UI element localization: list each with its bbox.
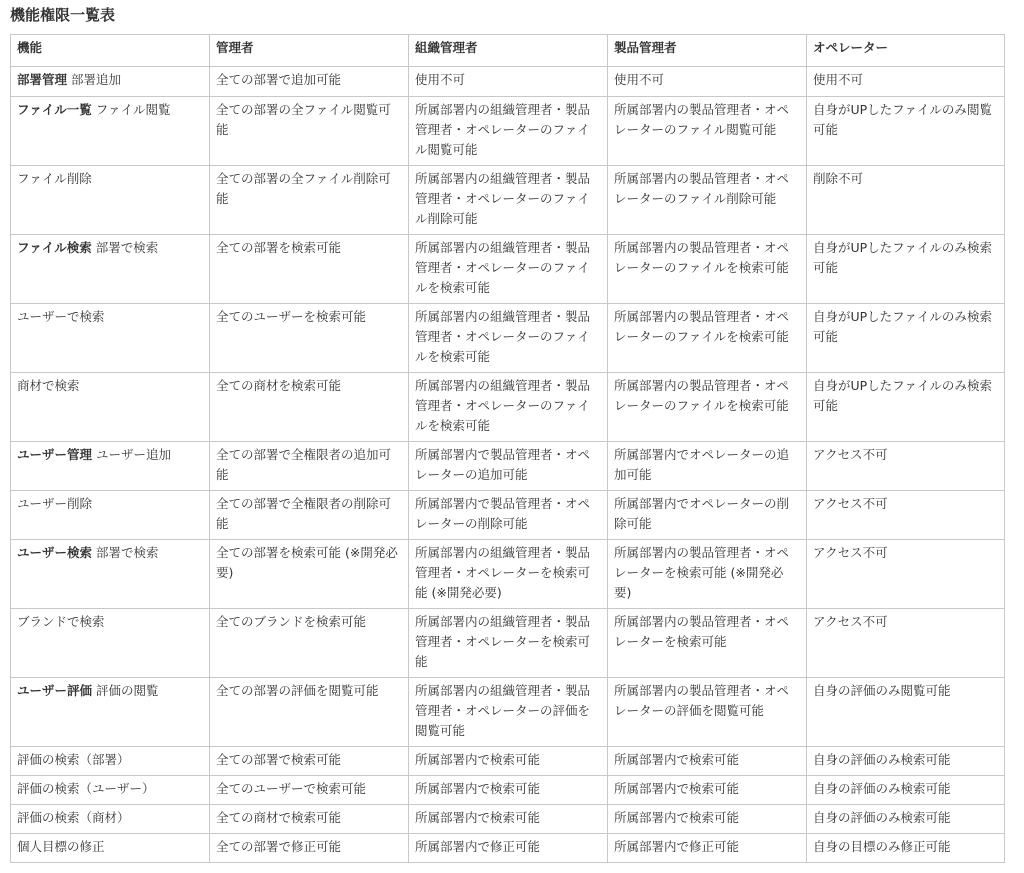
org-admin-cell: 所属部署内の組織管理者・製品管理者・オペレーターを検索可能 (※開発必要)	[409, 540, 608, 609]
admin-cell: 全ての部署の全ファイル削除可能	[210, 166, 409, 235]
feature-cell	[11, 304, 210, 373]
table-row	[11, 373, 1005, 442]
admin-cell: 全ての部署の全ファイル閲覧可能	[210, 97, 409, 166]
admin-cell: 全ての部署を検索可能	[210, 235, 409, 304]
admin-cell: 全ての部署で追加可能	[210, 67, 409, 97]
table-row	[11, 67, 1005, 97]
admin-cell: 全ての部署の評価を閲覧可能	[210, 678, 409, 747]
feature-label: ユーザーで検索	[17, 309, 105, 324]
feature-group-label: 部署管理	[17, 72, 68, 87]
feature-cell	[11, 442, 210, 491]
product-admin-cell: 所属部署内の製品管理者・オペレーターのファイル閲覧可能	[608, 97, 807, 166]
org-admin-cell: 所属部署内の組織管理者・製品管理者・オペレーターの評価を閲覧可能	[409, 678, 608, 747]
admin-cell: 全ての部署で全権限者の追加可能	[210, 442, 409, 491]
operator-cell: 削除不可	[807, 166, 1005, 235]
product-admin-cell: 所属部署内でオペレーターの削除可能	[608, 491, 807, 540]
org-admin-cell: 所属部署内で製品管理者・オペレーターの削除可能	[409, 491, 608, 540]
table-row	[11, 678, 1005, 747]
product-admin-cell: 所属部署内で検索可能	[608, 805, 807, 834]
feature-label: 個人目標の修正	[17, 839, 105, 854]
operator-cell: アクセス不可	[807, 540, 1005, 609]
column-header-admin: 管理者	[210, 35, 409, 67]
operator-cell: 自身がUPしたファイルのみ検索可能	[807, 235, 1005, 304]
feature-cell	[11, 67, 210, 97]
org-admin-cell: 所属部署内の組織管理者・製品管理者・オペレーターのファイルを検索可能	[409, 304, 608, 373]
table-row	[11, 805, 1005, 834]
product-admin-cell: 所属部署内で修正可能	[608, 834, 807, 863]
feature-label: 評価の検索（商材）	[17, 810, 130, 825]
org-admin-cell: 使用不可	[409, 67, 608, 97]
feature-group-label: ユーザー検索	[17, 545, 93, 560]
operator-cell: 自身の評価のみ検索可能	[807, 805, 1005, 834]
org-admin-cell: 所属部署内の組織管理者・製品管理者・オペレーターのファイルを検索可能	[409, 373, 608, 442]
feature-label: 商材で検索	[17, 378, 80, 393]
column-header-product-admin: 製品管理者	[608, 35, 807, 67]
table-row	[11, 747, 1005, 776]
org-admin-cell: 所属部署内で製品管理者・オペレーターの追加可能	[409, 442, 608, 491]
table-row	[11, 491, 1005, 540]
operator-cell: 自身の評価のみ検索可能	[807, 747, 1005, 776]
column-header-feature: 機能	[11, 35, 210, 67]
feature-label: 部署で検索	[92, 545, 159, 560]
org-admin-cell: 所属部署内の組織管理者・製品管理者・オペレーターのファイルを検索可能	[409, 235, 608, 304]
feature-cell	[11, 166, 210, 235]
product-admin-cell: 所属部署内の製品管理者・オペレーターのファイルを検索可能	[608, 373, 807, 442]
feature-label: 部署追加	[67, 72, 121, 87]
column-header-org-admin: 組織管理者	[409, 35, 608, 67]
operator-cell: 自身がUPしたファイルのみ検索可能	[807, 304, 1005, 373]
product-admin-cell: 使用不可	[608, 67, 807, 97]
operator-cell: 自身の評価のみ検索可能	[807, 776, 1005, 805]
operator-cell: 使用不可	[807, 67, 1005, 97]
permission-table	[10, 34, 1005, 863]
product-admin-cell: 所属部署内の製品管理者・オペレーターを検索可能	[608, 609, 807, 678]
feature-group-label: ファイル検索	[17, 240, 92, 255]
table-row	[11, 166, 1005, 235]
product-admin-cell: 所属部署内の製品管理者・オペレーターを検索可能 (※開発必要)	[608, 540, 807, 609]
table-row	[11, 834, 1005, 863]
admin-cell: 全ての部署を検索可能 (※開発必要)	[210, 540, 409, 609]
feature-cell	[11, 776, 210, 805]
org-admin-cell: 所属部署内で検索可能	[409, 747, 608, 776]
feature-cell	[11, 491, 210, 540]
admin-cell: 全ての部署で検索可能	[210, 747, 409, 776]
feature-label: ファイル閲覧	[91, 102, 171, 117]
operator-cell: 自身の目標のみ修正可能	[807, 834, 1005, 863]
table-row	[11, 97, 1005, 166]
org-admin-cell: 所属部署内で検索可能	[409, 776, 608, 805]
feature-label: 評価の検索（ユーザー）	[17, 781, 155, 796]
feature-label: ブランドで検索	[17, 614, 105, 629]
operator-cell: アクセス不可	[807, 442, 1005, 491]
feature-cell	[11, 805, 210, 834]
table-row	[11, 609, 1005, 678]
feature-cell	[11, 747, 210, 776]
operator-cell: アクセス不可	[807, 491, 1005, 540]
table-row	[11, 304, 1005, 373]
operator-cell: アクセス不可	[807, 609, 1005, 678]
table-row	[11, 540, 1005, 609]
table-row	[11, 235, 1005, 304]
feature-cell	[11, 834, 210, 863]
feature-group-label: ユーザー管理	[17, 447, 93, 462]
page-title: 機能権限一覧表	[10, 6, 116, 24]
feature-label: ユーザー削除	[17, 496, 93, 511]
feature-cell	[11, 97, 210, 166]
feature-cell	[11, 678, 210, 747]
admin-cell: 全てのユーザーで検索可能	[210, 776, 409, 805]
admin-cell: 全ての部署で修正可能	[210, 834, 409, 863]
admin-cell: 全ての部署で全権限者の削除可能	[210, 491, 409, 540]
feature-label: 評価の検索（部署）	[17, 752, 130, 767]
org-admin-cell: 所属部署内の組織管理者・製品管理者・オペレーターのファイル削除可能	[409, 166, 608, 235]
feature-cell	[11, 609, 210, 678]
product-admin-cell: 所属部署内でオペレーターの追加可能	[608, 442, 807, 491]
product-admin-cell: 所属部署内で検索可能	[608, 776, 807, 805]
feature-cell	[11, 540, 210, 609]
org-admin-cell: 所属部署内で修正可能	[409, 834, 608, 863]
feature-label: 評価の閲覧	[92, 683, 159, 698]
admin-cell: 全てのブランドを検索可能	[210, 609, 409, 678]
feature-label: ファイル削除	[17, 171, 92, 186]
admin-cell: 全ての商材で検索可能	[210, 805, 409, 834]
operator-cell: 自身がUPしたファイルのみ検索可能	[807, 373, 1005, 442]
table-row	[11, 776, 1005, 805]
table-header-row	[11, 35, 1005, 67]
column-header-operator: オペレーター	[807, 35, 1005, 67]
admin-cell: 全ての商材を検索可能	[210, 373, 409, 442]
feature-group-label: ファイル一覧	[17, 102, 92, 117]
product-admin-cell: 所属部署内の製品管理者・オペレーターのファイルを検索可能	[608, 304, 807, 373]
admin-cell: 全てのユーザーを検索可能	[210, 304, 409, 373]
org-admin-cell: 所属部署内で検索可能	[409, 805, 608, 834]
feature-label: 部署で検索	[91, 240, 159, 255]
product-admin-cell: 所属部署内で検索可能	[608, 747, 807, 776]
org-admin-cell: 所属部署内の組織管理者・製品管理者・オペレーターを検索可能	[409, 609, 608, 678]
feature-cell	[11, 235, 210, 304]
table-row	[11, 442, 1005, 491]
feature-group-label: ユーザー評価	[17, 683, 93, 698]
product-admin-cell: 所属部署内の製品管理者・オペレーターのファイルを検索可能	[608, 235, 807, 304]
operator-cell: 自身の評価のみ閲覧可能	[807, 678, 1005, 747]
product-admin-cell: 所属部署内の製品管理者・オペレーターのファイル削除可能	[608, 166, 807, 235]
feature-cell	[11, 373, 210, 442]
product-admin-cell: 所属部署内の製品管理者・オペレーターの評価を閲覧可能	[608, 678, 807, 747]
operator-cell: 自身がUPしたファイルのみ閲覧可能	[807, 97, 1005, 166]
feature-label: ユーザー追加	[92, 447, 171, 462]
org-admin-cell: 所属部署内の組織管理者・製品管理者・オペレーターのファイル閲覧可能	[409, 97, 608, 166]
